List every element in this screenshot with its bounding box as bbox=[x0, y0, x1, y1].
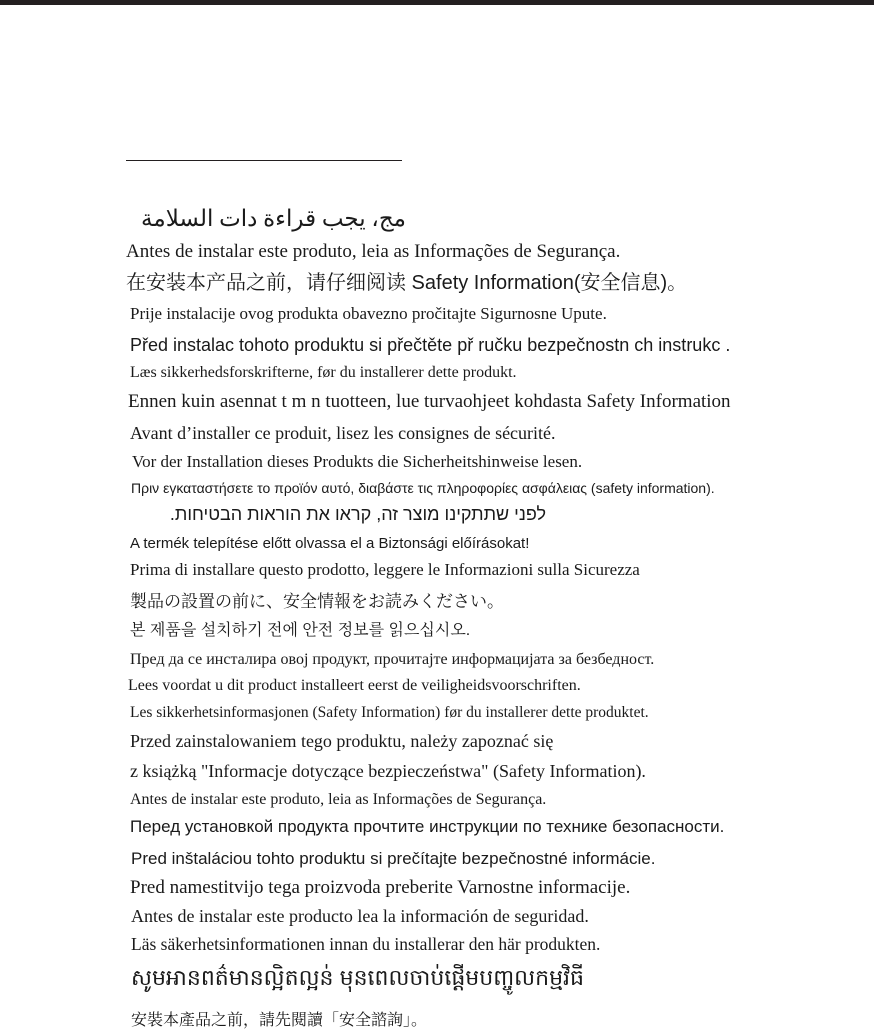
line-simplified-chinese: 在安装本产品之前，请仔细阅读 Safety Information(安全信息)。 bbox=[126, 272, 688, 294]
line-czech: Před instalac tohoto produktu si přečtěte př ručku bezpečnostn ch instrukc . bbox=[130, 335, 731, 355]
line-italian: Prima di installare questo prodotto, leggere le Informazioni sulla Sicurezza bbox=[130, 560, 640, 579]
line-finnish: Ennen kuin asennat t m n tuotteen, lue turvaohjeet kohdasta Safety Information bbox=[128, 391, 731, 412]
line-croatian: Prije instalacije ovog produkta obavezno pročitajte Sigurnosne Upute. bbox=[130, 304, 607, 323]
line-german: Vor der Installation dieses Produkts die Sicherheitshinweise lesen. bbox=[132, 452, 583, 471]
line-polish-1: Przed zainstalowaniem tego produktu, należy zapoznać się bbox=[130, 731, 554, 751]
line-french: Avant d’installer ce produit, lisez les consignes de sécurité. bbox=[130, 423, 556, 443]
line-portuguese: Antes de instalar este produto, leia as Informações de Segurança. bbox=[126, 241, 621, 262]
line-norwegian: Les sikkerhetsinformasjonen (Safety Information) før du installerer dette produktet. bbox=[130, 704, 649, 721]
line-polish-2: z książką "Informacje dotyczące bezpieczeństwa" (Safety Information). bbox=[130, 761, 646, 781]
line-japanese: 製品の設置の前に、安全情報をお読みください。 bbox=[130, 592, 504, 611]
line-khmer: សូមអានពត៌មានល្អិតល្អន់ មុនពេលចាប់ផ្តើមបញ្ចូលកម្មវិធី bbox=[131, 965, 584, 990]
line-hebrew: לפני שתתקינו מוצר זה, קראו את הוראות הבטיחות. bbox=[169, 504, 546, 524]
line-portuguese-2: Antes de instalar este produto, leia as Informações de Segurança. bbox=[130, 791, 547, 808]
line-macedonian: Пред да се инсталира овој продукт, прочитајте информацијата за безбедност. bbox=[130, 651, 655, 668]
top-rule bbox=[0, 0, 874, 5]
line-greek: Πριν εγκαταστήσετε το προϊόν αυτό, διαβάστε τις πληροφορίες ασφάλειας (safety information). bbox=[131, 480, 715, 496]
line-slovak: Pred inštaláciou tohto produktu si prečítajte bezpečnostné informácie. bbox=[131, 849, 656, 868]
heading-rule bbox=[126, 160, 402, 161]
line-hungarian: A termék telepítése előtt olvassa el a Biztonsági előírásokat! bbox=[130, 535, 530, 552]
line-slovenian: Pred namestitvijo tega proizvoda preberite Varnostne informacije. bbox=[130, 877, 631, 898]
line-danish: Læs sikkerhedsforskrifterne, før du installerer dette produkt. bbox=[130, 364, 517, 381]
line-swedish: Läs säkerhetsinformationen innan du installerar den här produkten. bbox=[131, 934, 601, 954]
line-arabic: مج، يجب قراءة دات السلامة bbox=[141, 206, 406, 231]
line-spanish: Antes de instalar este producto lea la información de seguridad. bbox=[131, 906, 589, 926]
line-korean: 본 제품을 설치하기 전에 안전 정보를 읽으십시오. bbox=[130, 622, 471, 639]
line-traditional-chinese: 安裝本產品之前，請先閱讀「安全諮詢」。 bbox=[131, 1012, 428, 1029]
line-russian: Перед установкой продукта прочтите инструкции по технике безопасности. bbox=[130, 817, 725, 836]
line-dutch: Lees voordat u dit product installeert eerst de veiligheidsvoorschriften. bbox=[128, 677, 581, 694]
